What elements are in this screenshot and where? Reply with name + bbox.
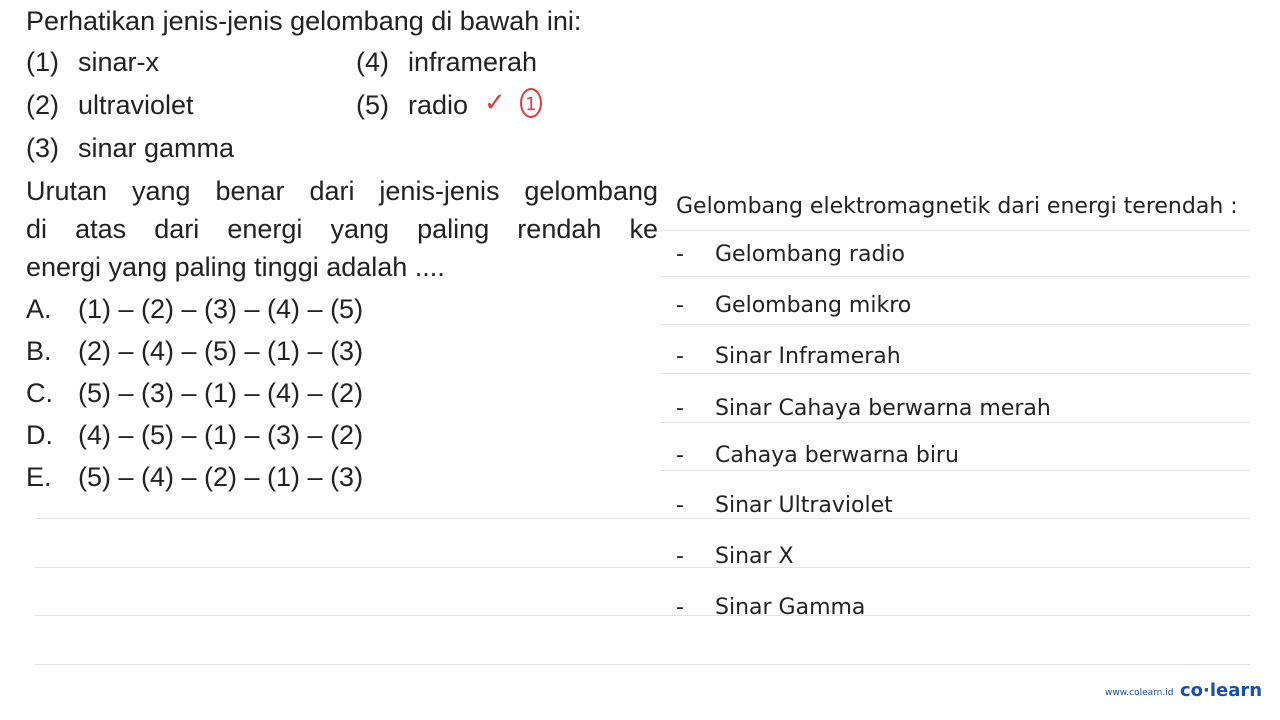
list-dash: - (676, 493, 684, 518)
wave-item-number: (2) (26, 90, 59, 120)
answer-item (676, 293, 911, 318)
answer-item-text: Sinar Gamma (715, 595, 866, 620)
option-e (26, 464, 363, 491)
ruled-line (35, 664, 1250, 665)
answer-item (676, 344, 901, 369)
wave-item-number: (1) (26, 47, 59, 77)
option-b (26, 338, 363, 365)
option-text: (4) – (5) – (1) – (3) – (2) (78, 420, 364, 450)
option-text: (5) – (4) – (2) – (1) – (3) (78, 462, 364, 492)
wave-item-number: (3) (26, 133, 59, 163)
ruled-line (660, 230, 1250, 231)
answer-item-text: Sinar Ultraviolet (715, 493, 893, 518)
list-dash: - (676, 293, 684, 318)
answer-item (676, 396, 1051, 421)
option-letter: A. (26, 294, 52, 324)
wave-item-5 (356, 92, 468, 119)
wave-item-4 (356, 49, 537, 76)
answer-item (676, 242, 905, 267)
ruled-line (660, 470, 1250, 471)
list-dash: - (676, 344, 684, 369)
colearn-logo: co·learn (1180, 680, 1263, 701)
option-d (26, 422, 363, 449)
question-intro: Perhatikan jenis-jenis gelombang di bawah ini: (26, 6, 582, 36)
list-dash: - (676, 396, 684, 421)
option-text: (5) – (3) – (1) – (4) – (2) (78, 378, 364, 408)
question-text-line: Urutan yang benar dari jenis-jenis gelombang (26, 176, 658, 206)
question-text-line: di atas dari energi yang paling rendah ke (26, 214, 658, 244)
option-letter: C. (26, 378, 53, 408)
list-dash: - (676, 595, 684, 620)
wave-item-label: ultraviolet (78, 90, 194, 120)
circled-number-annotation: 1 (520, 88, 542, 118)
answer-item (676, 544, 794, 569)
wave-item-number: (4) (356, 47, 389, 77)
option-a (26, 296, 363, 323)
question-text (26, 172, 658, 286)
ruled-line (35, 518, 1250, 519)
option-c (26, 380, 363, 407)
answer-heading: Gelombang elektromagnetik dari energi terendah : (676, 194, 1238, 219)
wave-item-2 (26, 92, 194, 119)
answer-item-text: Gelombang mikro (715, 293, 912, 318)
option-text: (1) – (2) – (3) – (4) – (5) (78, 294, 364, 324)
list-dash: - (676, 544, 684, 569)
answer-item (676, 493, 893, 518)
ruled-line (35, 567, 1250, 568)
list-dash: - (676, 242, 684, 267)
answer-item (676, 595, 865, 620)
answer-item (676, 443, 959, 468)
wave-item-number: (5) (356, 90, 389, 120)
option-letter: B. (26, 336, 52, 366)
ruled-line (660, 373, 1250, 374)
ruled-line (660, 324, 1250, 325)
answer-item-text: Cahaya berwarna biru (715, 443, 959, 468)
answer-item-text: Sinar X (715, 544, 794, 569)
ruled-line (660, 422, 1250, 423)
wave-item-3 (26, 135, 234, 162)
wave-item-label: sinar gamma (78, 133, 235, 163)
wave-item-label: radio (408, 90, 469, 120)
watermark-url: www.colearn.id (1105, 688, 1174, 698)
check-mark-icon: ✓ (484, 88, 506, 118)
answer-item-text: Sinar Cahaya berwarna merah (715, 396, 1051, 421)
question-text-line: energi yang paling tinggi adalah .... (26, 252, 445, 282)
answer-item-text: Gelombang radio (715, 242, 905, 267)
ruled-line (35, 615, 1250, 616)
list-dash: - (676, 443, 684, 468)
ruled-line (660, 276, 1250, 277)
option-letter: D. (26, 420, 53, 450)
wave-item-1 (26, 49, 159, 76)
option-text: (2) – (4) – (5) – (1) – (3) (78, 336, 364, 366)
wave-item-label: inframerah (408, 47, 538, 77)
option-letter: E. (26, 462, 52, 492)
answer-item-text: Sinar Inframerah (715, 344, 901, 369)
wave-item-label: sinar-x (78, 47, 160, 77)
